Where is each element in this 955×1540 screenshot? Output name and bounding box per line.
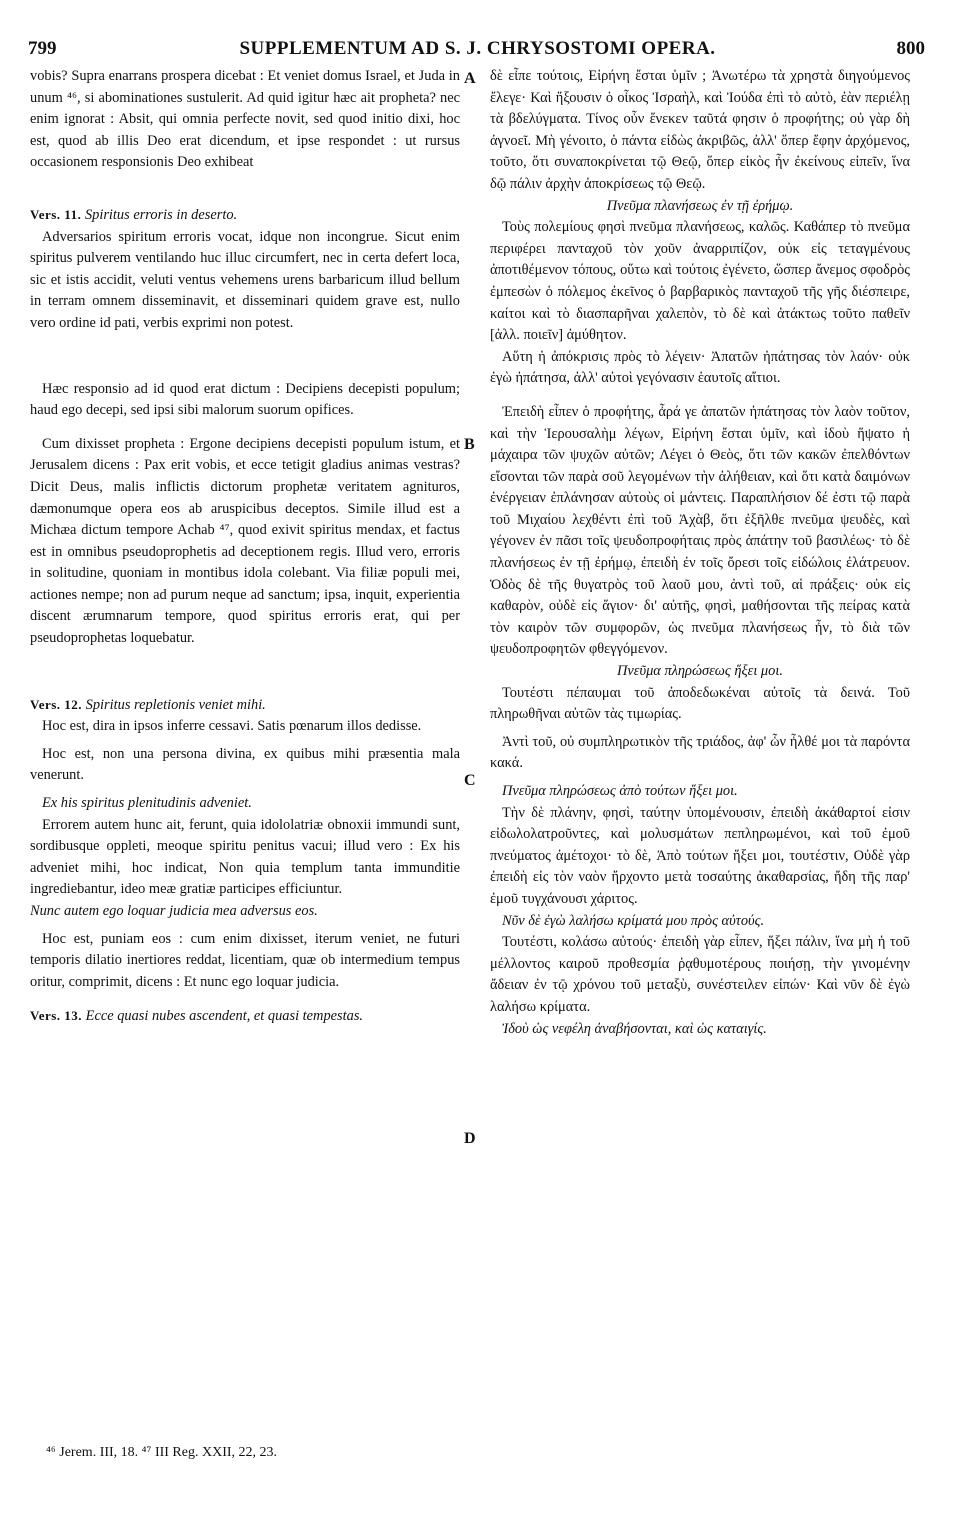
- latin-paragraph: Hoc est, non una persona divina, ex quibus mihi præsentia mala venerunt.: [30, 745, 460, 784]
- margin-letter-d: D: [464, 1130, 476, 1147]
- margin-letter-a: A: [464, 70, 476, 87]
- latin-paragraph: Adversarios spiritum erroris vocat, idque non incongrue. Sicut enim spiritus pulverem ventilando huc illuc circumfert, nec in certa defert loca, sic et istis accidit, veluti ventus vehemens urens barbaricum illud bellum in terram omnem disseminavit, et disseminari quidem grave est, nullo vero ordine id pati, verbis exprimi non potest.: [30, 228, 460, 331]
- greek-lemma: Πνεῦμα πλανήσεως ἐν τῇ ἐρήμῳ.: [606, 197, 794, 214]
- latin-lemma: Nunc autem ego loquar judicia mea adversus eos.: [30, 903, 318, 919]
- latin-paragraph: Hoc est, dira in ipsos inferre cessavi. Satis pœnarum illos dedisse.: [42, 718, 422, 735]
- page-number-left: 799: [28, 38, 57, 59]
- latin-verse-heading: Vers. 11. Spiritus erroris in deserto.: [30, 206, 238, 223]
- latin-column: [30, 66, 460, 1028]
- greek-lemma: Πνεῦμα πληρώσεως ἀπὸ τούτων ἥξει μοι.: [502, 783, 738, 799]
- latin-verse-heading: Vers. 12. Spiritus repletionis veniet mihi.: [30, 696, 266, 713]
- latin-lemma: Ex his spiritus plenitudinis adveniet.: [42, 795, 252, 812]
- greek-paragraph: Ἀντὶ τοῦ, οὐ συμπληρωτικὸν τῆς τριάδος, ἀφ' ὧν ἦλθέ μοι τὰ παρόντα κακά.: [490, 733, 910, 772]
- greek-paragraph: Τουτέστι πέπαυμαι τοῦ ἀποδεδωκέναι αὐτοῖς τὰ δεινά. Τοῦ πληρωθῆναι αὐτῶν τὰς τιμωρίας.: [490, 684, 910, 723]
- greek-paragraph: Αὕτη ἡ ἀπόκρισις πρὸς τὸ λέγειν· Ἀπατῶν ἠπάτησας τὸν λαόν· οὐκ ἐγὼ ἠπάτησα, ἀλλ' αὐτοὶ γεγόνασιν ἑαυτοῖς αἴτιοι.: [490, 348, 910, 387]
- latin-paragraph: vobis? Supra enarrans prospera dicebat : Et veniet domus Israel, et Juda in unum ⁴⁶, si abominationes sustulerit. Ad quid igitur hæc ait propheta? nec enim ignorat : Absit, qui omnia perfecte novit, sed quod initio dixi, hoc est, quod ab illis Deo erat dicendum, et ipse respondet : ut rursus occasionem responsionis Deo exhibeat: [30, 68, 460, 171]
- greek-lemma: Νῦν δὲ ἐγὼ λαλήσω κρίματά μου πρὸς αὐτούς.: [502, 912, 765, 929]
- greek-paragraph: Ἐπειδὴ εἶπεν ὁ προφήτης, ἆρά γε ἀπατῶν ἠπάτησας τὸν λαὸν τοῦτον, καὶ τὴν Ἱερουσαλὴμ λέγων, Εἰρήνη ἔσται ὑμῖν, καὶ ἰδοὺ ἥψατο ἡ μάχαιρα τῶν ψυχῶν αὐτῶν; Λέγει ὁ Θεὸς, ὅτι τῶν κακῶν ἐπελθόντων εἴσονται τῶν παρὰ σοῦ λεγομένων τὴν ἀλήθειαν, καὶ ὅτι κατὰ δαιμόνων ἐνέργειαν ἐπλάνησαν αὐτοὺς οἱ μάντεις. Παραπλήσιον δέ ἐστι τῷ παρὰ τοῦ Μιχαίου λεχθέντι ἐπὶ τοῦ Ἀχὰβ, ὅτι ἐξῆλθε πνεῦμα ψευδὲς, καὶ γέγονεν ἐν πᾶσι τοῖς ψευδοπροφήταις πρὸς ἀπάτην τοῦ βασιλέως· τὸ δὲ πλανήσεως ἐν τῇ ἐρήμῳ, ἐπειδὴ ἐν τοῖς ὄρεσι τοῖς εἰδώλοις ἐλάτρευον. Ὁδὸς δὲ τῆς θυγατρὸς τοῦ λαοῦ μου, ἀντὶ τοῦ, αἱ πράξεις· οὐκ εἰς καθαρὸν, οὐδὲ εἰς ἅγιον· δι' αὐτῆς, φησὶ, μαθήσονται τῆς πείρας κατὰ τὸν καιρὸν τῶν συμφορῶν, ὡς πνεῦμα πλανήσεως ἦν, τὸ διὰ τῶν ψευδοπροφητῶν φθεγγόμενον.: [490, 403, 910, 658]
- footnotes: ⁴⁶ Jerem. III, 18. ⁴⁷ III Reg. XXII, 22, 23.: [46, 1445, 278, 1460]
- greek-paragraph: Τὴν δὲ πλάνην, φησὶ, ταύτην ὑπομένουσιν, ἐπειδὴ ἀκάθαρτοί εἰσιν εἰδωλολατροῦντες, καὶ μολυσμάτων πεπληρωμένοι, καὶ τοῦ ἐμοῦ πνεύματος ἀμέτοχοι· τὸ δὲ, Ἀπὸ τούτων ἥξει μοι, τουτέστιν, Οὐδὲ γὰρ ἐπειδὴ εἰς τὸν ναὸν ἤρχοντο μετὰ τοσαύτης ἀκαθαρσίας, ἤδη τῆς παρ' ἐμοῦ τυγχάνουσι χάριτος.: [490, 804, 910, 907]
- margin-letter-c: C: [464, 772, 476, 789]
- greek-paragraph: Τουτέστι, κολάσω αὐτούς· ἐπειδὴ γὰρ εἶπεν, ἥξει πάλιν, ἵνα μὴ ἡ τοῦ μέλλοντος καιροῦ προθεσμία ῥᾳθυμοτέρους ποιήσῃ, τὴν γινομένην ἄδειαν ἐν τῷ χρόνου τοῦ μεταξὺ, συνέστειλεν εἰπών· Καὶ νῦν δὲ ἐγὼ λαλήσω κρίματα.: [490, 934, 910, 1015]
- page-number-right: 800: [896, 38, 925, 59]
- greek-column: [490, 66, 910, 1040]
- greek-lemma: Πνεῦμα πληρώσεως ἥξει μοι.: [617, 663, 783, 680]
- latin-paragraph: Cum dixisset propheta : Ergone decipiens decepisti populum istum, et Jerusalem dicens : Pax erit vobis, et ecce tetigit gladius animas vestras? Dicit Deus, malis inflictis dictorum prophetæ veritatem agnituros, dæmonumque opera eos ab aruspicibus deceptos. Simile illud est a Michæa dictum tempore Achab ⁴⁷, quod exivit spiritus mendax, et factus est in omnibus pseudoprophetis ad deceptionem regis. Illud vero, erroris in solitudine, quoniam in montibus idola colebant. Via filiæ populi mei, actiones nempe; non ad purum neque ad sanctum; ipsa, inquit, experientia discent ærumnarum tempore, quod spiritus erroris erat, qui per pseudoprophetas loquebatur.: [30, 435, 460, 647]
- latin-verse-heading: Vers. 13. Ecce quasi nubes ascendent, et quasi tempestas.: [30, 1008, 364, 1025]
- running-header: [0, 38, 955, 60]
- greek-paragraph: Τοὺς πολεμίους φησὶ πνεῦμα πλανήσεως, καλῶς. Καθάπερ τὸ πνεῦμα περιφέρει πανταχοῦ τὸν χοῦν ἀναρριπίζον, οὐκ εἰς τεταγμένους ἀποτιθέμενον τόπους, οὕτω καὶ τούτοις ἐγένετο, ὥσπερ ἄνεμος σφοδρὸς ἐμπεσὼν ὁ πόλεμος ἐκεῖνος ὁ βαρβαρικὸς πανταχοῦ τῆς γῆς διέσπειρε, καίτοι καὶ τὸ διασπαρῆναι χαλεπὸν, τὸ δὲ καὶ ἀτάκτως τοῦτο παθεῖν [ἀλλ. ποιεῖν] ἀμύθητον.: [490, 219, 910, 344]
- latin-paragraph: Hoc est, puniam eos : cum enim dixisset, iterum veniet, ne futuri temporis dilatio inertiores reddat, licentiam, quæ ob intermedium tempus oritur, comprimit, dicens : Et nunc ego loquar judicia.: [30, 930, 460, 990]
- running-title: SUPPLEMENTUM AD S. J. CHRYSOSTOMI OPERA.: [239, 38, 716, 59]
- latin-paragraph: Errorem autem hunc ait, ferunt, quia idololatriæ obnoxii immundi sunt, sordibusque oppleti, meoque spiritu penitus vacui; illud vero : Ex his adveniet mihi, hoc indicat, Non quia templum tanta immunditie ingrediebantur, ideo meæ gratiæ participes efficiuntur.: [30, 816, 460, 898]
- margin-letter-b: B: [464, 436, 475, 453]
- greek-paragraph: δὲ εἶπε τούτοις, Εἰρήνη ἔσται ὑμῖν ; Ἀνωτέρω τὰ χρηστὰ διηγούμενος ἔλεγε· Καὶ ἥξουσιν ὁ οἶκος Ἰσραὴλ, καὶ Ἰούδα ἐπὶ τὸ αὐτὸ, ἐὰν περιέλῃ τὰ βδελύγματα. Τίνος οὖν ἕνεκεν ταῦτά φησιν ὁ προφήτης; οὐ γὰρ δὴ ἀγνοεῖ. Μὴ γένοιτο, ὁ πάντα εἰδὼς ἀκριβῶς, ἀλλ' ὅπερ ἔφην ἀρχόμενος, τοῦτο, ὅτι συναποκρίνεται τῷ Θεῷ, ὅπερ εἰκὸς ἦν ἐκείνους εἰπεῖν, ἵνα δῷ πάλιν ἀρχὴν ἀποκρίσεως τῷ Θεῷ.: [490, 68, 910, 192]
- latin-paragraph: Hæc responsio ad id quod erat dictum : Decipiens decepisti populum; haud ego decepi, sed ipsi sibi malorum suorum opifices.: [30, 380, 460, 419]
- greek-lemma: Ἰδοὺ ὡς νεφέλη ἀναβήσονται, καὶ ὡς καταιγίς.: [502, 1020, 767, 1037]
